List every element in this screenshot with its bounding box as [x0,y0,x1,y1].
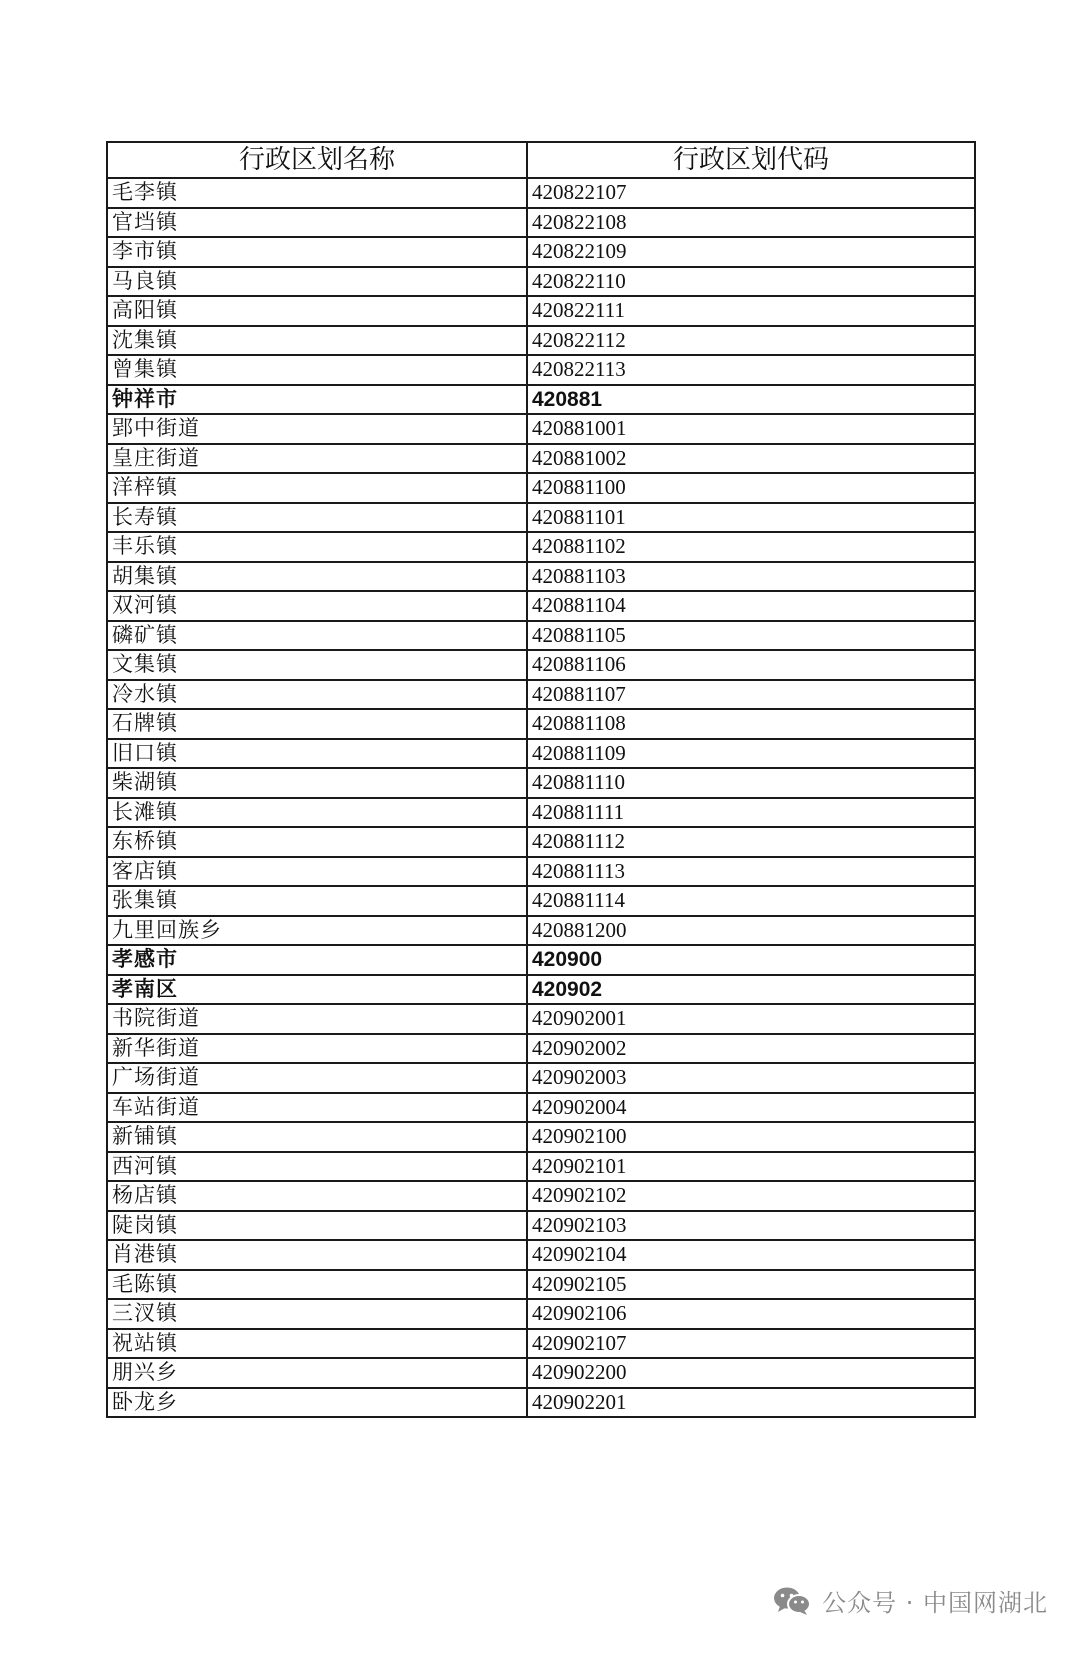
watermark-text: 公众号 · 中国网湖北 [822,1589,1048,1617]
division-code-cell: 420902003 [527,1063,975,1093]
division-name-cell: 毛李镇 [107,178,527,208]
division-code-cell: 420881106 [527,650,975,680]
division-code-cell: 420822111 [527,296,975,326]
division-name-cell: 陡岗镇 [107,1211,527,1241]
division-code-cell: 420881112 [527,827,975,857]
division-name-cell: 冷水镇 [107,680,527,710]
table-row [107,1181,975,1211]
table-row [107,1034,975,1064]
division-code-cell: 420822110 [527,267,975,297]
division-code-cell: 420881114 [527,886,975,916]
division-name-cell: 曾集镇 [107,355,527,385]
table-row [107,1299,975,1329]
division-code-cell: 420902107 [527,1329,975,1359]
table-row [107,768,975,798]
division-name-cell: 李市镇 [107,237,527,267]
division-code-cell: 420822109 [527,237,975,267]
division-name-cell: 磷矿镇 [107,621,527,651]
division-name-cell: 文集镇 [107,650,527,680]
division-code-cell: 420881101 [527,503,975,533]
division-code-cell: 420822108 [527,208,975,238]
division-code-cell: 420902106 [527,1299,975,1329]
division-code-cell: 420822112 [527,326,975,356]
table-row [107,1358,975,1388]
division-code-cell: 420902004 [527,1093,975,1123]
division-name-cell: 广场街道 [107,1063,527,1093]
table-row [107,916,975,946]
table-row [107,532,975,562]
table-row [107,414,975,444]
division-name-cell: 朋兴乡 [107,1358,527,1388]
division-name-cell: 杨店镇 [107,1181,527,1211]
table-row [107,945,975,975]
division-code-cell: 420881100 [527,473,975,503]
division-name-cell: 西河镇 [107,1152,527,1182]
division-name-cell: 高阳镇 [107,296,527,326]
division-name-cell: 三汊镇 [107,1299,527,1329]
table-row [107,886,975,916]
division-code-cell: 420881105 [527,621,975,651]
division-name-cell: 肖港镇 [107,1240,527,1270]
division-code-cell: 420881001 [527,414,975,444]
table-row [107,827,975,857]
division-name-cell: 洋梓镇 [107,473,527,503]
division-name-cell: 东桥镇 [107,827,527,857]
division-code-cell: 420881109 [527,739,975,769]
division-name-cell: 马良镇 [107,267,527,297]
table-row [107,296,975,326]
division-name-cell: 新铺镇 [107,1122,527,1152]
division-name-cell: 胡集镇 [107,562,527,592]
division-name-cell: 孝南区 [107,975,527,1005]
table-row [107,591,975,621]
table-row [107,621,975,651]
division-code-cell: 420881102 [527,532,975,562]
division-name-cell: 长寿镇 [107,503,527,533]
table-row [107,650,975,680]
division-code-cell: 420902100 [527,1122,975,1152]
division-code-cell: 420881111 [527,798,975,828]
division-name-cell: 九里回族乡 [107,916,527,946]
table-row [107,237,975,267]
table-row [107,798,975,828]
table-row [107,1004,975,1034]
division-name-cell: 张集镇 [107,886,527,916]
division-code-cell: 420902101 [527,1152,975,1182]
table-row [107,1063,975,1093]
division-name-cell: 皇庄街道 [107,444,527,474]
division-name-cell: 卧龙乡 [107,1388,527,1418]
division-name-cell: 郢中街道 [107,414,527,444]
division-name-cell: 柴湖镇 [107,768,527,798]
table-row [107,1211,975,1241]
table-row [107,473,975,503]
watermark [772,1583,1048,1618]
table-row [107,680,975,710]
division-code-cell: 420822107 [527,178,975,208]
table-row [107,975,975,1005]
table-row [107,1388,975,1418]
table-row [107,503,975,533]
division-code-table [106,141,976,1418]
table-row [107,1329,975,1359]
division-code-cell: 420881002 [527,444,975,474]
division-code-cell: 420902103 [527,1211,975,1241]
header-division-name: 行政区划名称 [107,142,527,178]
table-row [107,857,975,887]
division-name-cell: 长滩镇 [107,798,527,828]
table-row [107,1152,975,1182]
division-code-cell: 420902104 [527,1240,975,1270]
table-row [107,385,975,415]
division-code-cell: 420881104 [527,591,975,621]
table-row [107,208,975,238]
division-name-cell: 新华街道 [107,1034,527,1064]
division-name-cell: 旧口镇 [107,739,527,769]
table-row [107,709,975,739]
wechat-icon [772,1585,812,1617]
division-code-cell: 420881107 [527,680,975,710]
division-name-cell: 客店镇 [107,857,527,887]
division-code-cell: 420902200 [527,1358,975,1388]
division-name-cell: 孝感市 [107,945,527,975]
division-code-cell: 420881110 [527,768,975,798]
table-header-row [107,142,975,178]
table-row [107,178,975,208]
division-code-cell: 420822113 [527,355,975,385]
table-row [107,1270,975,1300]
table-row [107,1240,975,1270]
division-name-cell: 钟祥市 [107,385,527,415]
table-row [107,444,975,474]
division-name-cell: 官垱镇 [107,208,527,238]
division-code-cell: 420900 [527,945,975,975]
division-name-cell: 祝站镇 [107,1329,527,1359]
header-division-code: 行政区划代码 [527,142,975,178]
division-name-cell: 毛陈镇 [107,1270,527,1300]
division-code-cell: 420881113 [527,857,975,887]
table-row [107,739,975,769]
division-code-cell: 420881103 [527,562,975,592]
table-row [107,326,975,356]
table-row [107,355,975,385]
division-name-cell: 丰乐镇 [107,532,527,562]
division-name-cell: 双河镇 [107,591,527,621]
division-code-cell: 420902102 [527,1181,975,1211]
division-code-cell: 420902201 [527,1388,975,1418]
division-code-cell: 420902002 [527,1034,975,1064]
division-code-cell: 420902001 [527,1004,975,1034]
division-code-cell: 420902 [527,975,975,1005]
division-name-cell: 石牌镇 [107,709,527,739]
table-row [107,1093,975,1123]
division-name-cell: 书院街道 [107,1004,527,1034]
division-code-cell: 420881200 [527,916,975,946]
table-row [107,1122,975,1152]
table-row [107,562,975,592]
division-code-cell: 420902105 [527,1270,975,1300]
division-code-cell: 420881108 [527,709,975,739]
table-row [107,267,975,297]
division-code-cell: 420881 [527,385,975,415]
division-name-cell: 沈集镇 [107,326,527,356]
table-body [107,178,975,1417]
division-name-cell: 车站街道 [107,1093,527,1123]
